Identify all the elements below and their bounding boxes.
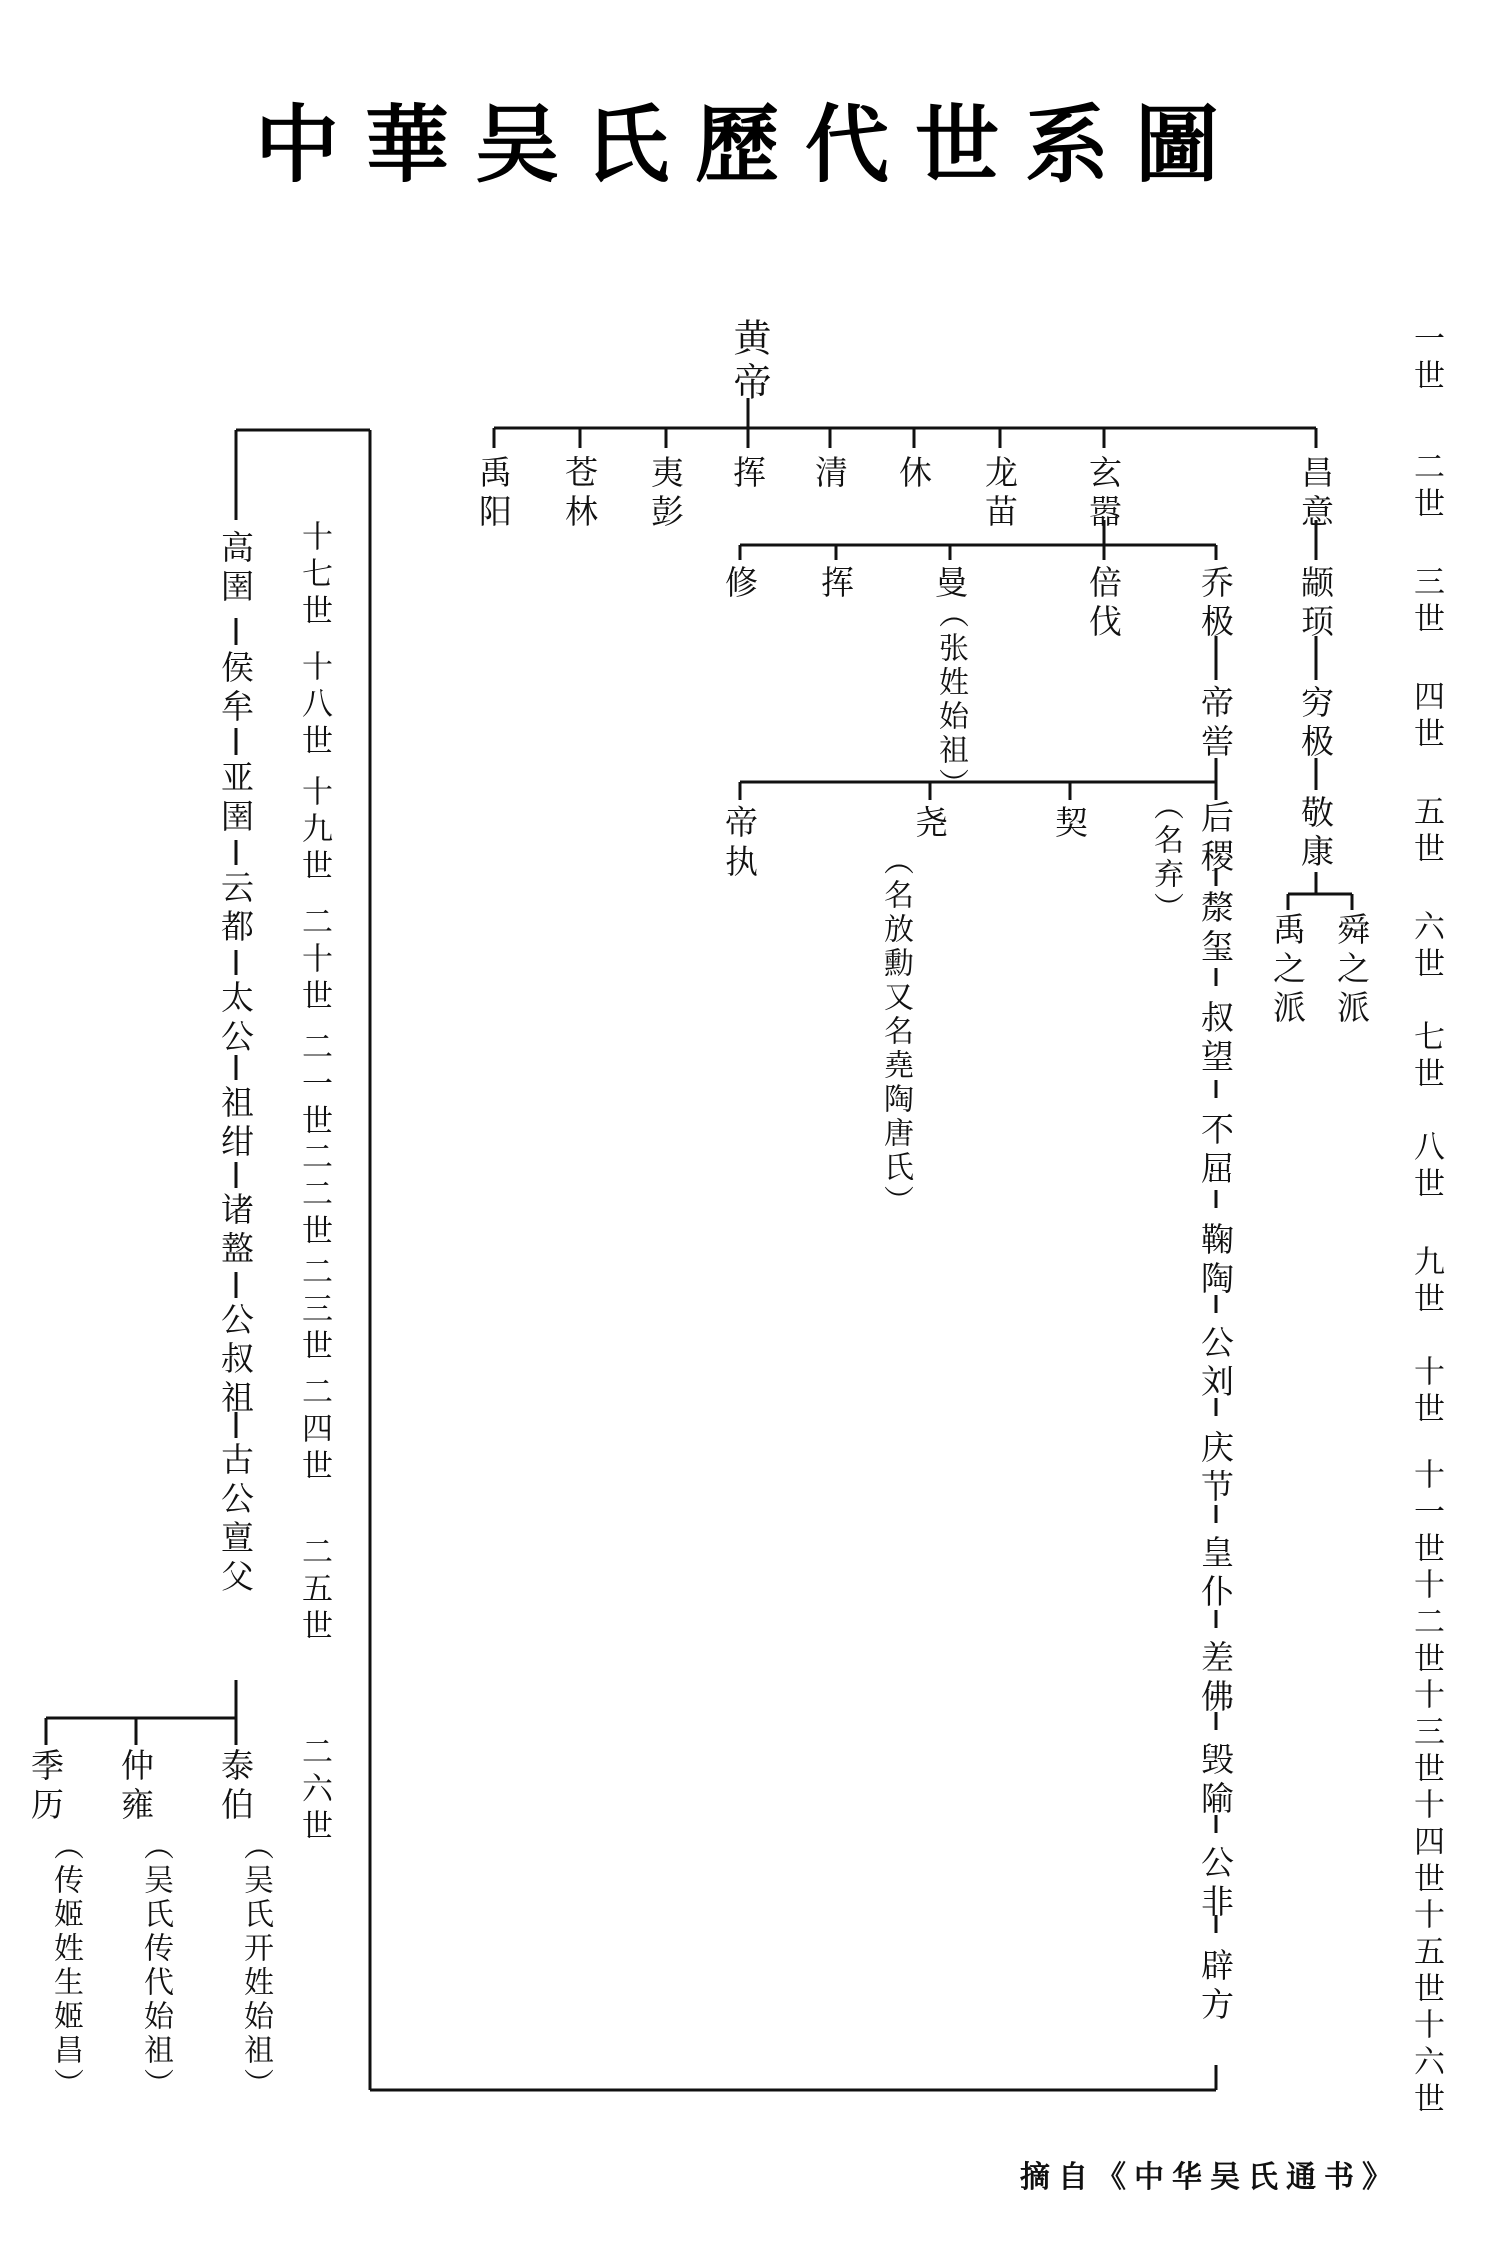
- houji-line-node: 皇仆: [1196, 1535, 1235, 1613]
- yao-note: （名放勳又名堯陶唐氏）: [878, 845, 913, 1219]
- gen2-node: 玄嚣: [1084, 455, 1123, 533]
- son-taibo: 泰伯: [216, 1748, 255, 1826]
- generation-label: 十九世: [296, 775, 332, 886]
- generation-label: 十八世: [296, 650, 332, 761]
- left-line-node: 太公: [216, 980, 255, 1058]
- changyi-line-node: 颛顼: [1296, 565, 1335, 643]
- gen3-node: 修: [720, 565, 759, 604]
- generation-label: 八世: [1408, 1130, 1444, 1204]
- son-jili: 季历: [26, 1748, 65, 1826]
- son-taibo-note: （吴氏开姓始祖）: [238, 1830, 273, 2102]
- chart-title: 中華吴氏歷代世系圖: [254, 96, 1245, 194]
- generation-label: 二十世: [296, 905, 332, 1016]
- son-jili-note: （传姬姓生姬昌）: [48, 1830, 83, 2102]
- houji-line-node: 鞠陶: [1196, 1222, 1235, 1300]
- gen3-node: 挥: [816, 565, 855, 604]
- houji-line-node: 差佛: [1196, 1640, 1235, 1718]
- gen2-node: 夷彭: [646, 455, 685, 533]
- gen5-node: 帝执: [720, 805, 759, 883]
- diku-node: 帝喾: [1196, 685, 1235, 763]
- generation-label: 五世: [1408, 795, 1444, 869]
- left-line-node: 侯牟: [216, 650, 255, 728]
- left-line-node: 云都: [216, 870, 255, 948]
- root-node-huangdi: 黄帝: [727, 318, 771, 406]
- left-line-node: 祖绀: [216, 1085, 255, 1163]
- generation-label: 七世: [1408, 1020, 1444, 1094]
- generation-label: 十三世: [1408, 1678, 1444, 1789]
- generation-label: 二二世: [296, 1140, 332, 1251]
- gen3-node: 倍伐: [1084, 565, 1123, 643]
- houji-line-node: 不屈: [1196, 1112, 1235, 1190]
- changyi-line-node: 敬康: [1296, 795, 1335, 873]
- gen3-node: 曼: [930, 565, 969, 604]
- houji-line-node: 毁隃: [1196, 1742, 1235, 1820]
- branch-shun: 舜之派: [1332, 912, 1371, 1029]
- son-zhongyong-note: （吴氏传代始祖）: [138, 1830, 173, 2102]
- gen2-node: 昌意: [1296, 455, 1335, 533]
- generation-label: 二一世: [296, 1030, 332, 1141]
- gen2-node: 挥: [728, 455, 767, 494]
- generation-label: 四世: [1408, 680, 1444, 754]
- generation-label: 九世: [1408, 1245, 1444, 1319]
- branch-yu: 禹之派: [1268, 912, 1307, 1029]
- gen5-node: 尧: [910, 805, 949, 844]
- houji-line-node: 公刘: [1196, 1325, 1235, 1403]
- houji-line-node: 庆节: [1196, 1430, 1235, 1508]
- houji-note: （名弃）: [1148, 790, 1183, 926]
- gen2-node: 龙苗: [980, 455, 1019, 533]
- houji-line-node: 后稷: [1196, 800, 1235, 878]
- generation-label: 十二世: [1408, 1568, 1444, 1679]
- generation-label: 三世: [1408, 565, 1444, 639]
- generation-label: 十世: [1408, 1355, 1444, 1429]
- houji-line-node: 辟方: [1196, 1948, 1235, 2026]
- gen2-node: 休: [894, 455, 933, 494]
- generation-label: 二五世: [296, 1535, 332, 1646]
- generation-label: 一世: [1408, 322, 1444, 396]
- houji-line-node: 漦玺: [1196, 890, 1235, 968]
- left-line-node: 古公亶父: [216, 1442, 255, 1598]
- generation-label: 十六世: [1408, 2008, 1444, 2119]
- son-zhongyong: 仲雍: [116, 1748, 155, 1826]
- houji-line-node: 公非: [1196, 1845, 1235, 1923]
- left-line-node: 公叔祖: [216, 1302, 255, 1419]
- generation-label: 二三世: [296, 1255, 332, 1366]
- source-citation: 摘自《中华吴氏通书》: [1020, 2160, 1400, 2195]
- generation-label: 十五世: [1408, 1898, 1444, 2009]
- left-line-node: 亚圉: [216, 760, 255, 838]
- generation-label: 二世: [1408, 450, 1444, 524]
- left-line-node: 诸盩: [216, 1192, 255, 1270]
- generation-label: 六世: [1408, 910, 1444, 984]
- generation-label: 二六世: [296, 1735, 332, 1846]
- gen5-node: 契: [1050, 805, 1089, 844]
- generation-label: 十七世: [296, 520, 332, 631]
- houji-line-node: 叔望: [1196, 1000, 1235, 1078]
- gen2-node: 禹阳: [474, 455, 513, 533]
- man-note: （张姓始祖）: [933, 598, 968, 802]
- generation-label: 二四世: [296, 1375, 332, 1486]
- gen3-node: 乔极: [1196, 565, 1235, 643]
- generation-label: 十一世: [1408, 1458, 1444, 1569]
- generation-label: 十四世: [1408, 1788, 1444, 1899]
- left-line-node: 高圉: [216, 530, 255, 608]
- gen2-node: 苍林: [560, 455, 599, 533]
- changyi-line-node: 穷极: [1296, 685, 1335, 763]
- gen2-node: 清: [810, 455, 849, 494]
